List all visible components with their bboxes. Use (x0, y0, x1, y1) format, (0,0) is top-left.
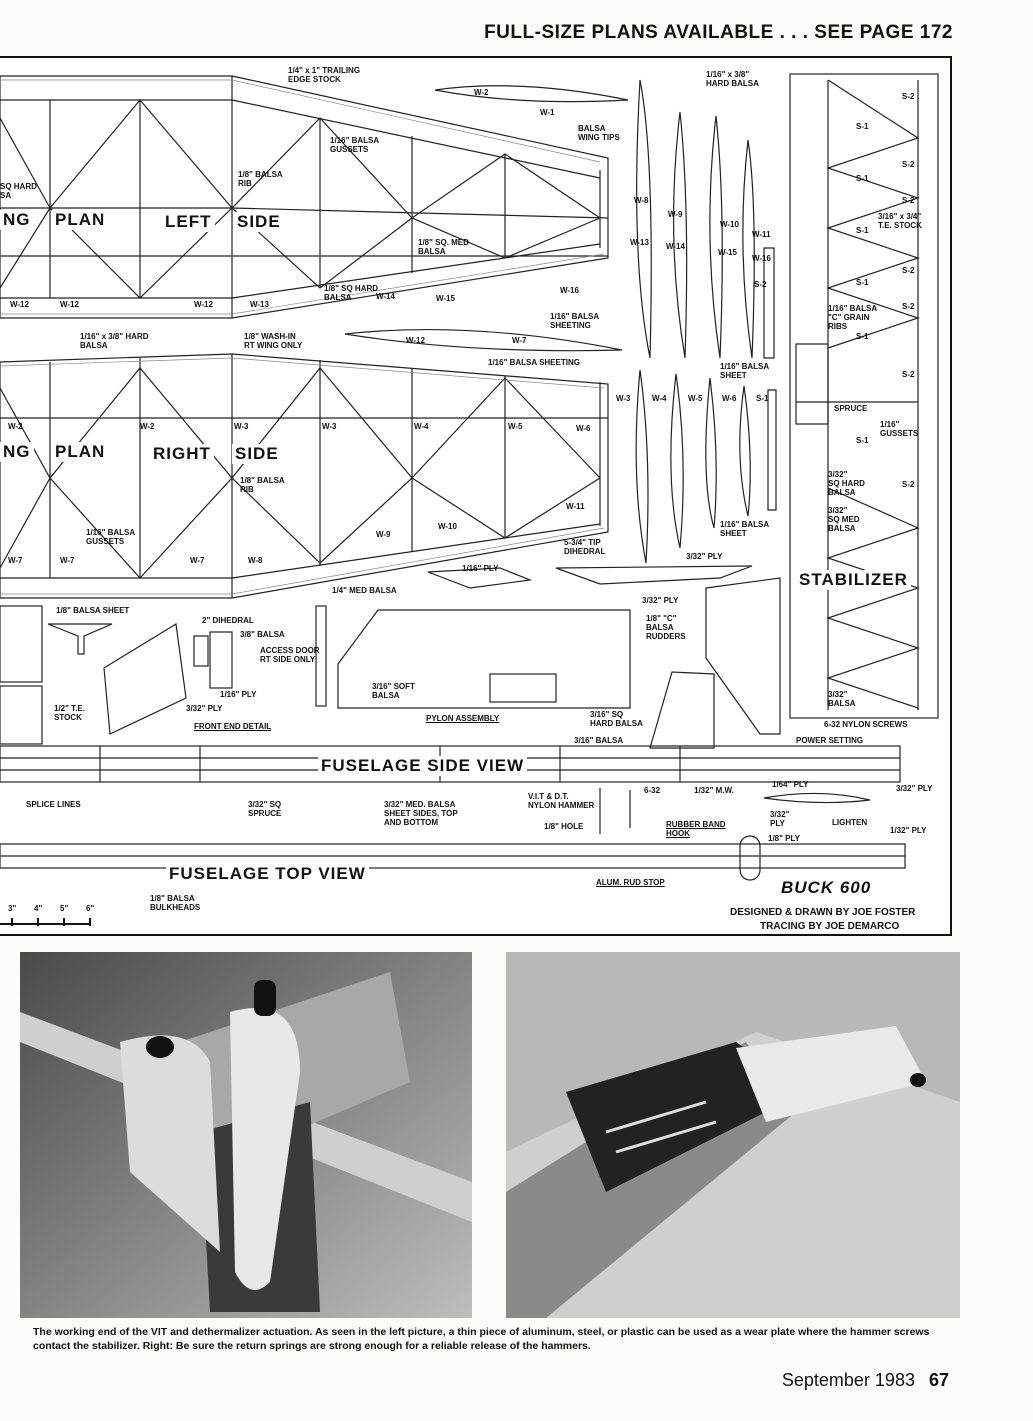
tip-rib-label: W-6 (722, 394, 737, 403)
callout-ply18: 1/8" PLY (768, 834, 800, 843)
tip-rib-label: W-8 (634, 196, 649, 205)
left-wing-title-1: NG (0, 210, 34, 230)
plan-linework (0, 58, 950, 934)
rib-label: W-3 (322, 422, 337, 431)
callout-stab-te: 3/16" x 3/4" T.E. STOCK (878, 212, 922, 230)
stab-rib-label: S-2 (902, 92, 915, 101)
rib-label: W-16 (560, 286, 579, 295)
callout-balsa-sheet: 1/8" BALSA SHEET (56, 606, 130, 615)
callout-rud-stop: ALUM. RUD STOP (596, 878, 665, 887)
callout-sq-hard: SQ HARD SA (0, 182, 37, 200)
rib-label: W-14 (376, 292, 395, 301)
rib-label: W-5 (508, 422, 523, 431)
scale-label: 5" (60, 904, 69, 913)
tip-rib-label: W-14 (666, 242, 685, 251)
callout-balsa38: 3/8" BALSA (240, 630, 285, 639)
rib-label: W-2 (8, 422, 23, 431)
stab-rib-label: S-1 (856, 174, 869, 183)
callout-wash-in: 1/8" WASH-IN RT WING ONLY (244, 332, 303, 350)
callout-sheeting2: 1/16" BALSA SHEETING (488, 358, 580, 367)
scale-label: 6" (86, 904, 95, 913)
callout-stab-sheet: 1/16" BALSA SHEET (720, 362, 770, 380)
photo-return-springs (506, 952, 960, 1318)
callout-rudders: 1/8" "C" BALSA RUDDERS (646, 614, 686, 641)
airfoil-w12 (345, 330, 622, 351)
callout-spruce: 3/32" SQ SPRUCE (248, 800, 282, 818)
fuselage-side-title: FUSELAGE SIDE VIEW (318, 756, 527, 776)
callout-trailing-edge: 1/4" x 1" TRAILING EDGE STOCK (288, 66, 361, 84)
left-wing-title-2: PLAN (52, 210, 108, 230)
callout-power-setting: POWER SETTING (796, 736, 864, 745)
callout-pylon: PYLON ASSEMBLY (426, 714, 500, 723)
callout-rib2: 1/8" BALSA RIB (240, 476, 285, 494)
rudder-outline (706, 578, 780, 734)
tip-rib-label: W-13 (630, 238, 649, 247)
callout-splice: SPLICE LINES (26, 800, 81, 809)
rib-label: W-7 (190, 556, 205, 565)
callout-mw: 1/32" M.W. (694, 786, 734, 795)
rib-label: W-3 (234, 422, 249, 431)
callout-stab-gussets: 1/16" GUSSETS (880, 420, 919, 438)
plans-notice: FULL-SIZE PLANS AVAILABLE . . . SEE PAGE 172 (484, 22, 953, 43)
rib-label: W-7 (60, 556, 75, 565)
callout-bulkheads: 1/8" BALSA BULKHEADS (150, 894, 201, 912)
fuselage-top-title: FUSELAGE TOP VIEW (166, 864, 369, 884)
callout-dihedral: 2" DIHEDRAL (202, 616, 254, 625)
rib-label: W-9 (376, 530, 391, 539)
rib-label: W-2 (140, 422, 155, 431)
rib-label: W-10 (438, 522, 457, 531)
callout-ply32d: 1/32" PLY (890, 826, 927, 835)
callout-rib: 1/8" BALSA RIB (238, 170, 283, 188)
plan-drawing (0, 56, 952, 936)
callout-hard-balsa2: 1/16" x 3/8" HARD BALSA (80, 332, 149, 350)
page-footer (782, 1370, 949, 1391)
callout-stab-grain: 1/16" BALSA "C" GRAIN RIBS (828, 304, 878, 331)
designer-credit: DESIGNED & DRAWN BY JOE FOSTER (730, 907, 916, 918)
photo-caption: The working end of the VIT and dethermalizer actuation. As seen in the left picture, a thin piece of aluminum, steel, or plastic can be used as a wear plate where the hammer screws contact the stabilizer. Right: Be sure the return springs are strong enough for a reliable release of the hammers. (33, 1326, 930, 1352)
callout-front-end: FRONT END DETAIL (194, 722, 272, 731)
rib-label: W-7 (8, 556, 23, 565)
tip-rib-label: W-10 (720, 220, 739, 229)
scale-bar (0, 918, 90, 926)
rib-label: W-11 (566, 502, 585, 511)
airfoil-label: W-2 (474, 88, 489, 97)
callout-access-door: ACCESS DOOR RT SIDE ONLY (260, 646, 320, 664)
callout-balsa316: 3/16" BALSA (574, 736, 624, 745)
stab-rib-label: S-1 (856, 332, 869, 341)
callout-ply332: 3/32" PLY (186, 704, 223, 713)
tip-rib-label: W-3 (616, 394, 631, 403)
tip-rib-label: S-1 (756, 394, 769, 403)
right-wing-title-2: PLAN (52, 442, 108, 462)
stab-rib-label: S-2 (902, 480, 915, 489)
callout-stab-spruce: SPRUCE (834, 404, 868, 413)
tip-rib-label: W-4 (652, 394, 667, 403)
callout-te-stock: 1/2" T.E. STOCK (54, 704, 85, 722)
stab-rib-label: S-2 (902, 302, 915, 311)
callout-med-balsa: 1/4" MED BALSA (332, 586, 397, 595)
tip-rib-label: W-16 (752, 254, 771, 263)
tip-rib-label: W-15 (718, 248, 737, 257)
callout-gussets2: 1/16" BALSA GUSSETS (86, 528, 136, 546)
callout-632: 6-32 (644, 786, 661, 795)
airfoil-label: W-1 (540, 108, 555, 117)
left-wing-outline (0, 76, 608, 318)
right-wing-title-3: RIGHT (150, 444, 214, 464)
tip-rib-label: W-9 (668, 210, 683, 219)
issue-date: September 1983 (781, 1370, 915, 1390)
scale-label: 4" (34, 904, 43, 913)
callout-ply164: 1/64" PLY (772, 780, 809, 789)
callout-nylon-screws: 6-32 NYLON SCREWS (824, 720, 908, 729)
rib-label: W-8 (248, 556, 263, 565)
stabilizer-outline (790, 74, 938, 718)
callout-sq-hard2: 1/8" SQ HARD BALSA (324, 284, 379, 302)
tip-rib-label: W-5 (688, 394, 703, 403)
callout-wing-tips: BALSA WING TIPS (578, 124, 620, 142)
callout-tip-dihedral: 5-3/4" TIP DIHEDRAL (564, 538, 606, 556)
rib-label: W-13 (250, 300, 269, 309)
callout-ply332c: 3/32" PLY (770, 810, 790, 828)
stab-rib-label: S-2 (902, 370, 915, 379)
stab-rib-label: S-1 (856, 278, 869, 287)
callout-ply116: 1/16" PLY (220, 690, 257, 699)
stab-rib-label: S-2 (902, 266, 915, 275)
callout-stab-med: 3/32" SQ MED BALSA (828, 506, 860, 533)
right-wing-title-4: SIDE (232, 444, 282, 464)
callout-sq-hard3: 3/16" SQ HARD BALSA (590, 710, 643, 728)
stab-rib-label: S-1 (856, 122, 869, 131)
callout-ply332b: 3/32" PLY (896, 784, 933, 793)
airfoil-w2 (435, 86, 628, 102)
tip-rib-label: S-2 (754, 280, 767, 289)
callout-ply3: 3/32" PLY (642, 596, 679, 605)
photo-vit-hammer (20, 952, 472, 1318)
stab-rib-label: S-1 (856, 436, 869, 445)
stab-rib-label: S-2 (902, 160, 915, 169)
callout-ply2: 3/32" PLY (686, 552, 723, 561)
front-end-detail (104, 624, 186, 734)
tracer-credit: TRACING BY JOE DEMARCO (760, 921, 900, 932)
callout-gussets: 1/16" BALSA GUSSETS (330, 136, 380, 154)
stab-rib-label: S-2 (902, 196, 915, 205)
callout-stab-sheet2: 1/16" BALSA SHEET (720, 520, 770, 538)
callout-stab-balsa: 3/32" BALSA (828, 690, 856, 708)
rib-label: W-15 (436, 294, 455, 303)
page-number: 67 (928, 1370, 949, 1390)
callout-soft-balsa: 3/16" SOFT BALSA (372, 682, 415, 700)
callout-ply1: 1/16" PLY (462, 564, 499, 573)
callout-sheeting: 1/16" BALSA SHEETING (550, 312, 600, 330)
scale-label: 3" (8, 904, 17, 913)
tip-rib-label: W-11 (752, 230, 771, 239)
callout-hole: 1/8" HOLE (544, 822, 584, 831)
rib-label: W-4 (414, 422, 429, 431)
rib-label: W-12 (60, 300, 79, 309)
stab-rib-label: S-1 (856, 226, 869, 235)
callout-hard-balsa-top: 1/16" x 3/8" HARD BALSA (706, 70, 759, 88)
callout-vit: V.I.T & D.T. NYLON HAMMER (528, 792, 595, 810)
left-wing-title-4: SIDE (234, 212, 284, 232)
rib-label: W-12 (194, 300, 213, 309)
callout-med-balsa-sheet: 3/32" MED. BALSA SHEET SIDES, TOP AND BOTTOM (384, 800, 458, 827)
callout-rubber-band: RUBBER BAND HOOK (666, 820, 726, 838)
rib-label: W-6 (576, 424, 591, 433)
callout-stab-hard: 3/32" SQ HARD BALSA (828, 470, 865, 497)
airfoil-label: W-12 (406, 336, 425, 345)
model-name: BUCK 600 (778, 878, 874, 898)
airfoil-label: W-7 (512, 336, 527, 345)
callout-lighten: LIGHTEN (832, 818, 868, 827)
left-wing-title-3: LEFT (162, 212, 215, 232)
rib-label: W-12 (10, 300, 29, 309)
right-wing-title-1: NG (0, 442, 34, 462)
callout-sq-med: 1/8" SQ. MED BALSA (418, 238, 469, 256)
stabilizer-title: STABILIZER (796, 570, 911, 590)
